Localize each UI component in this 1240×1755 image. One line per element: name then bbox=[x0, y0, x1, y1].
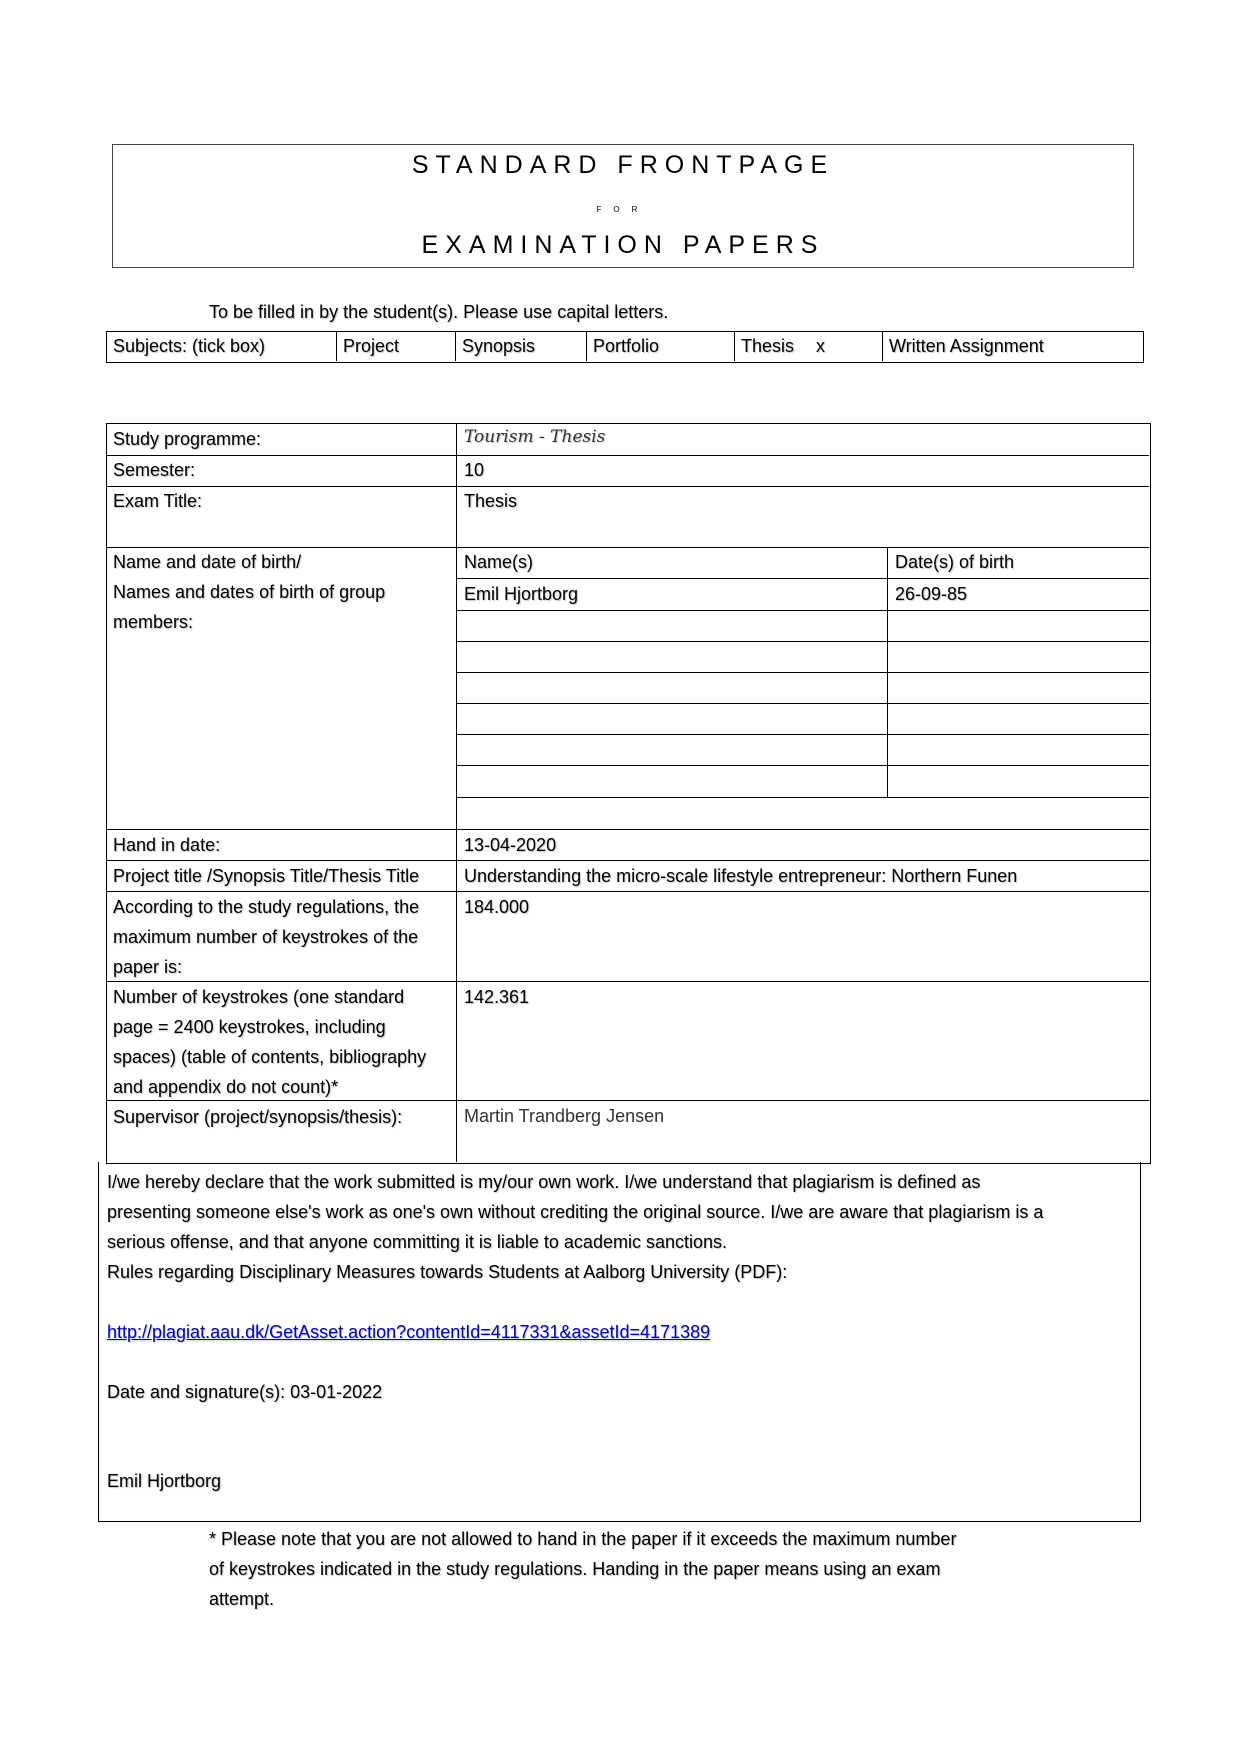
form-table bbox=[106, 423, 1151, 1164]
subject-option-portfolio[interactable]: Portfolio bbox=[587, 332, 735, 361]
page-title: STANDARD FRONTPAGE bbox=[411, 151, 835, 179]
member-dob[interactable]: 26-09-85 bbox=[895, 584, 968, 604]
exam-title-label: Exam Title: bbox=[113, 491, 203, 511]
names-row-divider bbox=[456, 610, 1149, 611]
page-title-for: FOR bbox=[596, 205, 650, 214]
subjects-row bbox=[106, 331, 1144, 363]
max-keystrokes-label-line3: paper is: bbox=[113, 957, 183, 977]
member-name[interactable]: Emil Hjortborg bbox=[464, 584, 579, 604]
keystrokes-label-line2: page = 2400 keystrokes, including bbox=[113, 1017, 386, 1037]
footnote-line1: * Please note that you are not allowed to hand in the paper if it exceeds the maximum number bbox=[209, 1529, 957, 1549]
subjects-label: Subjects: (tick box) bbox=[107, 332, 337, 361]
names-row-divider bbox=[456, 703, 1149, 704]
exam-title-value[interactable]: Thesis bbox=[464, 491, 518, 511]
keystrokes-label-line4: and appendix do not count)* bbox=[113, 1077, 339, 1097]
max-keystrokes-label-line2: maximum number of keystrokes of the bbox=[113, 927, 419, 947]
project-title-label: Project title /Synopsis Title/Thesis Title bbox=[113, 866, 420, 886]
hand-in-value[interactable]: 13-04-2020 bbox=[464, 835, 557, 855]
instruction-text: To be filled in by the student(s). Please use capital letters. bbox=[209, 302, 669, 322]
row-divider bbox=[107, 829, 1149, 830]
names-label-line2: Names and dates of birth of group bbox=[113, 582, 386, 602]
names-row-divider bbox=[456, 734, 1149, 735]
page-subtitle: EXAMINATION PAPERS bbox=[421, 231, 825, 259]
semester-value[interactable]: 10 bbox=[464, 460, 485, 480]
project-title-value[interactable]: Understanding the micro-scale lifestyle entrepreneur: Northern Funen bbox=[464, 866, 1018, 886]
study-programme-label: Study programme: bbox=[113, 429, 262, 449]
footnote-line2: of keystrokes indicated in the study regulations. Handing in the paper means using an exam bbox=[209, 1559, 941, 1579]
semester-label: Semester: bbox=[113, 460, 196, 480]
names-row-divider bbox=[456, 797, 1149, 798]
thesis-tick-mark: x bbox=[816, 336, 826, 356]
declaration-line3: serious offense, and that anyone committing it is liable to academic sanctions. bbox=[107, 1232, 728, 1252]
declaration-line1: I/we hereby declare that the work submitted is my/our own work. I/we understand that plagiarism is defined as bbox=[107, 1172, 981, 1192]
names-row-divider bbox=[456, 641, 1149, 642]
names-label-line1: Name and date of birth/ bbox=[113, 552, 302, 572]
supervisor-value[interactable]: Martin Trandberg Jensen bbox=[464, 1106, 665, 1126]
footnote-line3: attempt. bbox=[209, 1589, 275, 1609]
date-signature: Date and signature(s): 03-01-2022 bbox=[107, 1382, 383, 1402]
dob-column-header: Date(s) of birth bbox=[895, 552, 1015, 572]
keystrokes-label-line3: spaces) (table of contents, bibliography bbox=[113, 1047, 427, 1067]
names-label-line3: members: bbox=[113, 612, 194, 632]
table-column-divider bbox=[456, 424, 457, 1162]
declaration-line2: presenting someone else's work as one's own without crediting the original source. I/we are aware that plagiarism is a bbox=[107, 1202, 1044, 1222]
signature-name: Emil Hjortborg bbox=[107, 1471, 222, 1491]
names-row-divider bbox=[456, 765, 1149, 766]
subject-option-project[interactable]: Project bbox=[337, 332, 456, 361]
max-keystrokes-label-line1: According to the study regulations, the bbox=[113, 897, 420, 917]
declaration-line4: Rules regarding Disciplinary Measures towards Students at Aalborg University (PDF): bbox=[107, 1262, 788, 1282]
header-box bbox=[112, 144, 1134, 268]
names-row-divider bbox=[456, 672, 1149, 673]
keystrokes-value[interactable]: 142.361 bbox=[464, 987, 530, 1007]
subject-option-thesis-label: Thesis bbox=[741, 336, 795, 356]
keystrokes-label-line1: Number of keystrokes (one standard bbox=[113, 987, 405, 1007]
row-divider bbox=[107, 486, 1149, 487]
plagiarism-rules-link[interactable]: http://plagiat.aau.dk/GetAsset.action?contentId=4117331&assetId=4171389 bbox=[107, 1322, 711, 1342]
study-programme-value[interactable]: Tourism - Thesis bbox=[464, 427, 606, 447]
names-column-header: Name(s) bbox=[464, 552, 534, 572]
subject-option-thesis[interactable] bbox=[735, 332, 883, 361]
supervisor-label: Supervisor (project/synopsis/thesis): bbox=[113, 1107, 403, 1127]
row-divider bbox=[107, 455, 1149, 456]
max-keystrokes-value[interactable]: 184.000 bbox=[464, 897, 530, 917]
subject-option-synopsis[interactable]: Synopsis bbox=[456, 332, 587, 361]
hand-in-label: Hand in date: bbox=[113, 835, 221, 855]
declaration-box bbox=[98, 1162, 1141, 1522]
subject-option-written-assignment[interactable]: Written Assignment bbox=[889, 336, 1044, 356]
